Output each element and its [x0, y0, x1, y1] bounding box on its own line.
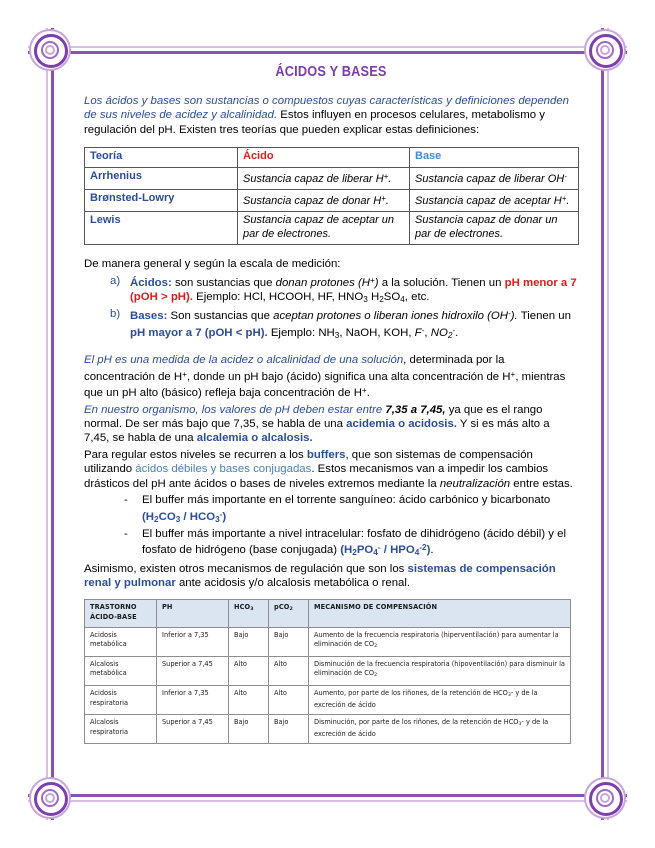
- corner-ornament-bottom-right-icon: [584, 777, 626, 819]
- page-title: ÁCIDOS Y BASES: [275, 64, 387, 80]
- neutralization-term: neutralización: [439, 477, 511, 490]
- table-row: [85, 656, 571, 685]
- compensation-systems-term: sistemas de compensación renal y pulmonar: [84, 562, 556, 589]
- disorder-ph: Inferior a 7,35: [157, 627, 229, 656]
- buffer-item-formula: $(H_2CO_3 / HCO_3^-)$: [142, 509, 227, 524]
- organism-mid-text-2: Y si es más alto a 7,45, se habla de una: [84, 418, 550, 445]
- definition-term: Bases:: [130, 310, 168, 323]
- scale-intro-paragraph: De manera general y según la escala de medición:: [84, 258, 341, 271]
- compensation-header-mechanism: MECANISMO DE COMPENSACIÓN: [309, 600, 571, 627]
- definition-italic: donan protones (H+): [275, 275, 379, 289]
- border-line-bottom-inner: [28, 794, 627, 797]
- border-line-right-inner: [601, 28, 604, 820]
- table-row: [85, 190, 579, 212]
- compensation-header-ph: PH: [157, 600, 229, 627]
- table-row: [85, 627, 571, 656]
- closing-text-1: Asimismo, existen otros mecanismos de regulación que son los: [84, 562, 408, 575]
- theory-name: Arrhenius: [85, 167, 238, 189]
- border-line-bottom-outer: [28, 800, 627, 802]
- corner-ornament-top-left-icon: [29, 29, 71, 71]
- definition-italic: aceptan protones o liberan iones hidroxilo (OH-).: [273, 309, 518, 323]
- conjugates-term: ácidos débiles y bases conjugadas: [135, 463, 312, 476]
- table-header-row: [85, 148, 579, 167]
- theory-acid-definition: Sustancia capaz de liberar H+.: [238, 167, 410, 189]
- definition-highlight: pH mayor a 7 (pOH < pH).: [130, 327, 268, 339]
- buffer-item-formula: $(H_2PO_4^- / HPO_4^{-2})$: [340, 543, 431, 558]
- border-line-left-inner: [51, 28, 54, 820]
- ph-paragraph: El pH es una medida de la acidez o alcalinidad de una solución, determinada por la concentración de H+, donde un pH bajo (ácido) significa una alta concentración de H+, mientras que un pH alto (básico) refleja baja concentración de H+.: [84, 354, 566, 400]
- disorder-pco2: Alto: [269, 656, 309, 685]
- theory-table-header-base: Base: [410, 148, 579, 167]
- disorder-ph: Superior a 7,45: [157, 656, 229, 685]
- buffer-text-3: . Estos mecanismos van a impedir los cambios drásticos del pH ante ácidos o bases de niveles extremos mediante la: [84, 463, 549, 490]
- disorder-name: Acidosis respiratoria: [85, 685, 157, 714]
- buffer-item-text: El buffer más importante en el torrente sanguíneo: ácido carbónico y bicarbonato: [142, 494, 551, 507]
- organism-italic-lead: En nuestro organismo, los valores de pH deben estar entre: [84, 403, 386, 416]
- closing-text-2: ante acidosis y/o alcalosis metabólica o renal.: [175, 576, 411, 589]
- list-item: - El buffer más importante a nivel intracelular: fosfato de dihidrógeno (ácido débil) y el fosfato de hidrógeno (base conjugada) $(H_2PO_4^- / HPO_4^{-2})$.: [142, 527, 578, 561]
- theory-acid-definition: Sustancia capaz de aceptar un par de electrones.: [238, 212, 410, 245]
- disorder-pco2: Alto: [269, 685, 309, 714]
- border-line-top-inner: [28, 51, 627, 54]
- disorder-hco3: Bajo: [229, 627, 269, 656]
- theory-base-definition: Sustancia capaz de donar un par de electrones.: [410, 212, 579, 245]
- list-item: Bases: Son sustancias que aceptan protones o liberan iones hidroxilo (OH-). Tienen un pH mayor a 7 (pOH < pH). Ejemplo: $NH_3$, NaOH, KOH, F-, $NO_2^-$.: [130, 309, 571, 340]
- compensation-header-hco3: $HCO_3$: [229, 600, 269, 627]
- disorder-name: Alcalosis metabólica: [85, 656, 157, 685]
- list-item: Ácidos: son sustancias que donan protones (H+) a la solución. Tienen un pH menor a 7 (pOH > pH). Ejemplo: HCl, HCOOH, HF, $HNO_3$ $H_2SO_4$, etc.: [130, 275, 577, 304]
- list-item: [142, 493, 578, 527]
- buffer-text-4: entre estas.: [510, 477, 573, 490]
- buffer-items-list: [84, 493, 578, 560]
- table-row: [85, 685, 571, 714]
- disorder-ph: Inferior a 7,35: [157, 685, 229, 714]
- compensation-header-pco2: pCO$_2$: [269, 600, 309, 627]
- disorder-hco3: Bajo: [229, 715, 269, 744]
- disorder-mechanism: Disminución, por parte de los riñones, de la retención de $HCO_3-$ y de la excreción de ácido: [309, 715, 571, 744]
- disorder-mechanism: Aumento de la frecuencia respiratoria (hiperventilación) para aumentar la eliminación de $CO_2$: [309, 627, 571, 656]
- disorder-pco2: Bajo: [269, 715, 309, 744]
- theory-table-header-theory: Teoría: [85, 148, 238, 167]
- organism-paragraph: [84, 403, 578, 446]
- definition-term: Ácidos:: [130, 276, 172, 289]
- table-row: [85, 715, 571, 744]
- disorder-name: Alcalosis respiratoria: [85, 715, 157, 744]
- disorder-name: Acidosis metabólica: [85, 627, 157, 656]
- definition-highlight: pH menor a 7 (pOH > pH).: [130, 276, 577, 304]
- definitions-list: [84, 274, 578, 344]
- alcalosis-term: alcalemia o alcalosis.: [196, 432, 313, 445]
- corner-ornament-top-right-icon: [584, 29, 626, 71]
- intro-rest: Estos influyen en procesos celulares, metabolismo y regulación del pH. Existen tres teorías que pueden explicar estas definiciones:: [84, 109, 545, 136]
- theory-table-header-acid: Ácido: [238, 148, 410, 167]
- theory-table: [84, 147, 579, 245]
- table-header-row: [85, 600, 571, 627]
- corner-ornament-bottom-left-icon: [29, 777, 71, 819]
- definition-text-1: son sustancias que: [171, 276, 276, 289]
- border-line-right-outer: [607, 28, 609, 820]
- acidosis-term: acidemia o acidosis.: [346, 418, 457, 431]
- table-row: [85, 167, 579, 189]
- buffer-paragraph: [84, 448, 578, 491]
- compensation-table: [84, 599, 571, 744]
- organism-mid-text: ya que es el rango normal. De ser más bajo que 7,35, se habla de una: [84, 403, 543, 431]
- definition-text-2: Tienen un: [517, 310, 571, 323]
- border-line-top-outer: [28, 46, 627, 48]
- definition-text-1: Son sustancias que: [167, 310, 274, 323]
- theory-acid-definition: Sustancia capaz de donar H+.: [238, 190, 410, 212]
- buffer-item-text: El buffer más importante a nivel intracelular: fosfato de dihidrógeno (ácido débil) y el fosfato de hidrógeno (base conjugada): [142, 527, 567, 557]
- disorder-hco3: Alto: [229, 685, 269, 714]
- disorder-pco2: Bajo: [269, 627, 309, 656]
- disorder-ph: Superior a 7,45: [157, 715, 229, 744]
- border-line-left-outer: [46, 28, 48, 820]
- theory-name: Brønsted-Lowry: [85, 190, 238, 212]
- disorder-mechanism: Disminución de la frecuencia respiratoria (hipoventilación) para disminuir la eliminación de $CO_2$: [309, 656, 571, 685]
- disorder-mechanism: Aumento, por parte de los riñones, de la retención de $HCO_3-$ y de la excreción de ácido: [309, 685, 571, 714]
- buffers-term: buffers: [306, 448, 346, 461]
- definition-text-2: a la solución. Tienen un: [378, 276, 505, 289]
- ph-italic-lead: El pH es una medida de la acidez o alcalinidad de una solución: [84, 354, 404, 367]
- theory-name: Lewis: [85, 212, 238, 245]
- buffer-text-2: , que son sistemas de compensación utilizando: [84, 448, 533, 476]
- compensation-header-disorder: TRASTORNO ÁCIDO-BASE: [85, 600, 157, 627]
- buffer-text-1: Para regular estos niveles se recurren a los: [84, 448, 307, 461]
- intro-paragraph: [84, 94, 578, 137]
- intro-italic-lead: Los ácidos y bases son sustancias o compuestos cuyas características y definiciones dependen de sus niveles de acidez y alcalinidad.: [84, 95, 570, 122]
- document-body: [84, 64, 578, 744]
- theory-base-definition: Sustancia capaz de liberar OH-: [410, 167, 579, 189]
- table-row: [85, 212, 579, 245]
- theory-base-definition: Sustancia capaz de aceptar H+.: [410, 190, 579, 212]
- disorder-hco3: Alto: [229, 656, 269, 685]
- ph-range-value: 7,35 a 7,45,: [385, 403, 446, 416]
- closing-paragraph: [84, 562, 578, 591]
